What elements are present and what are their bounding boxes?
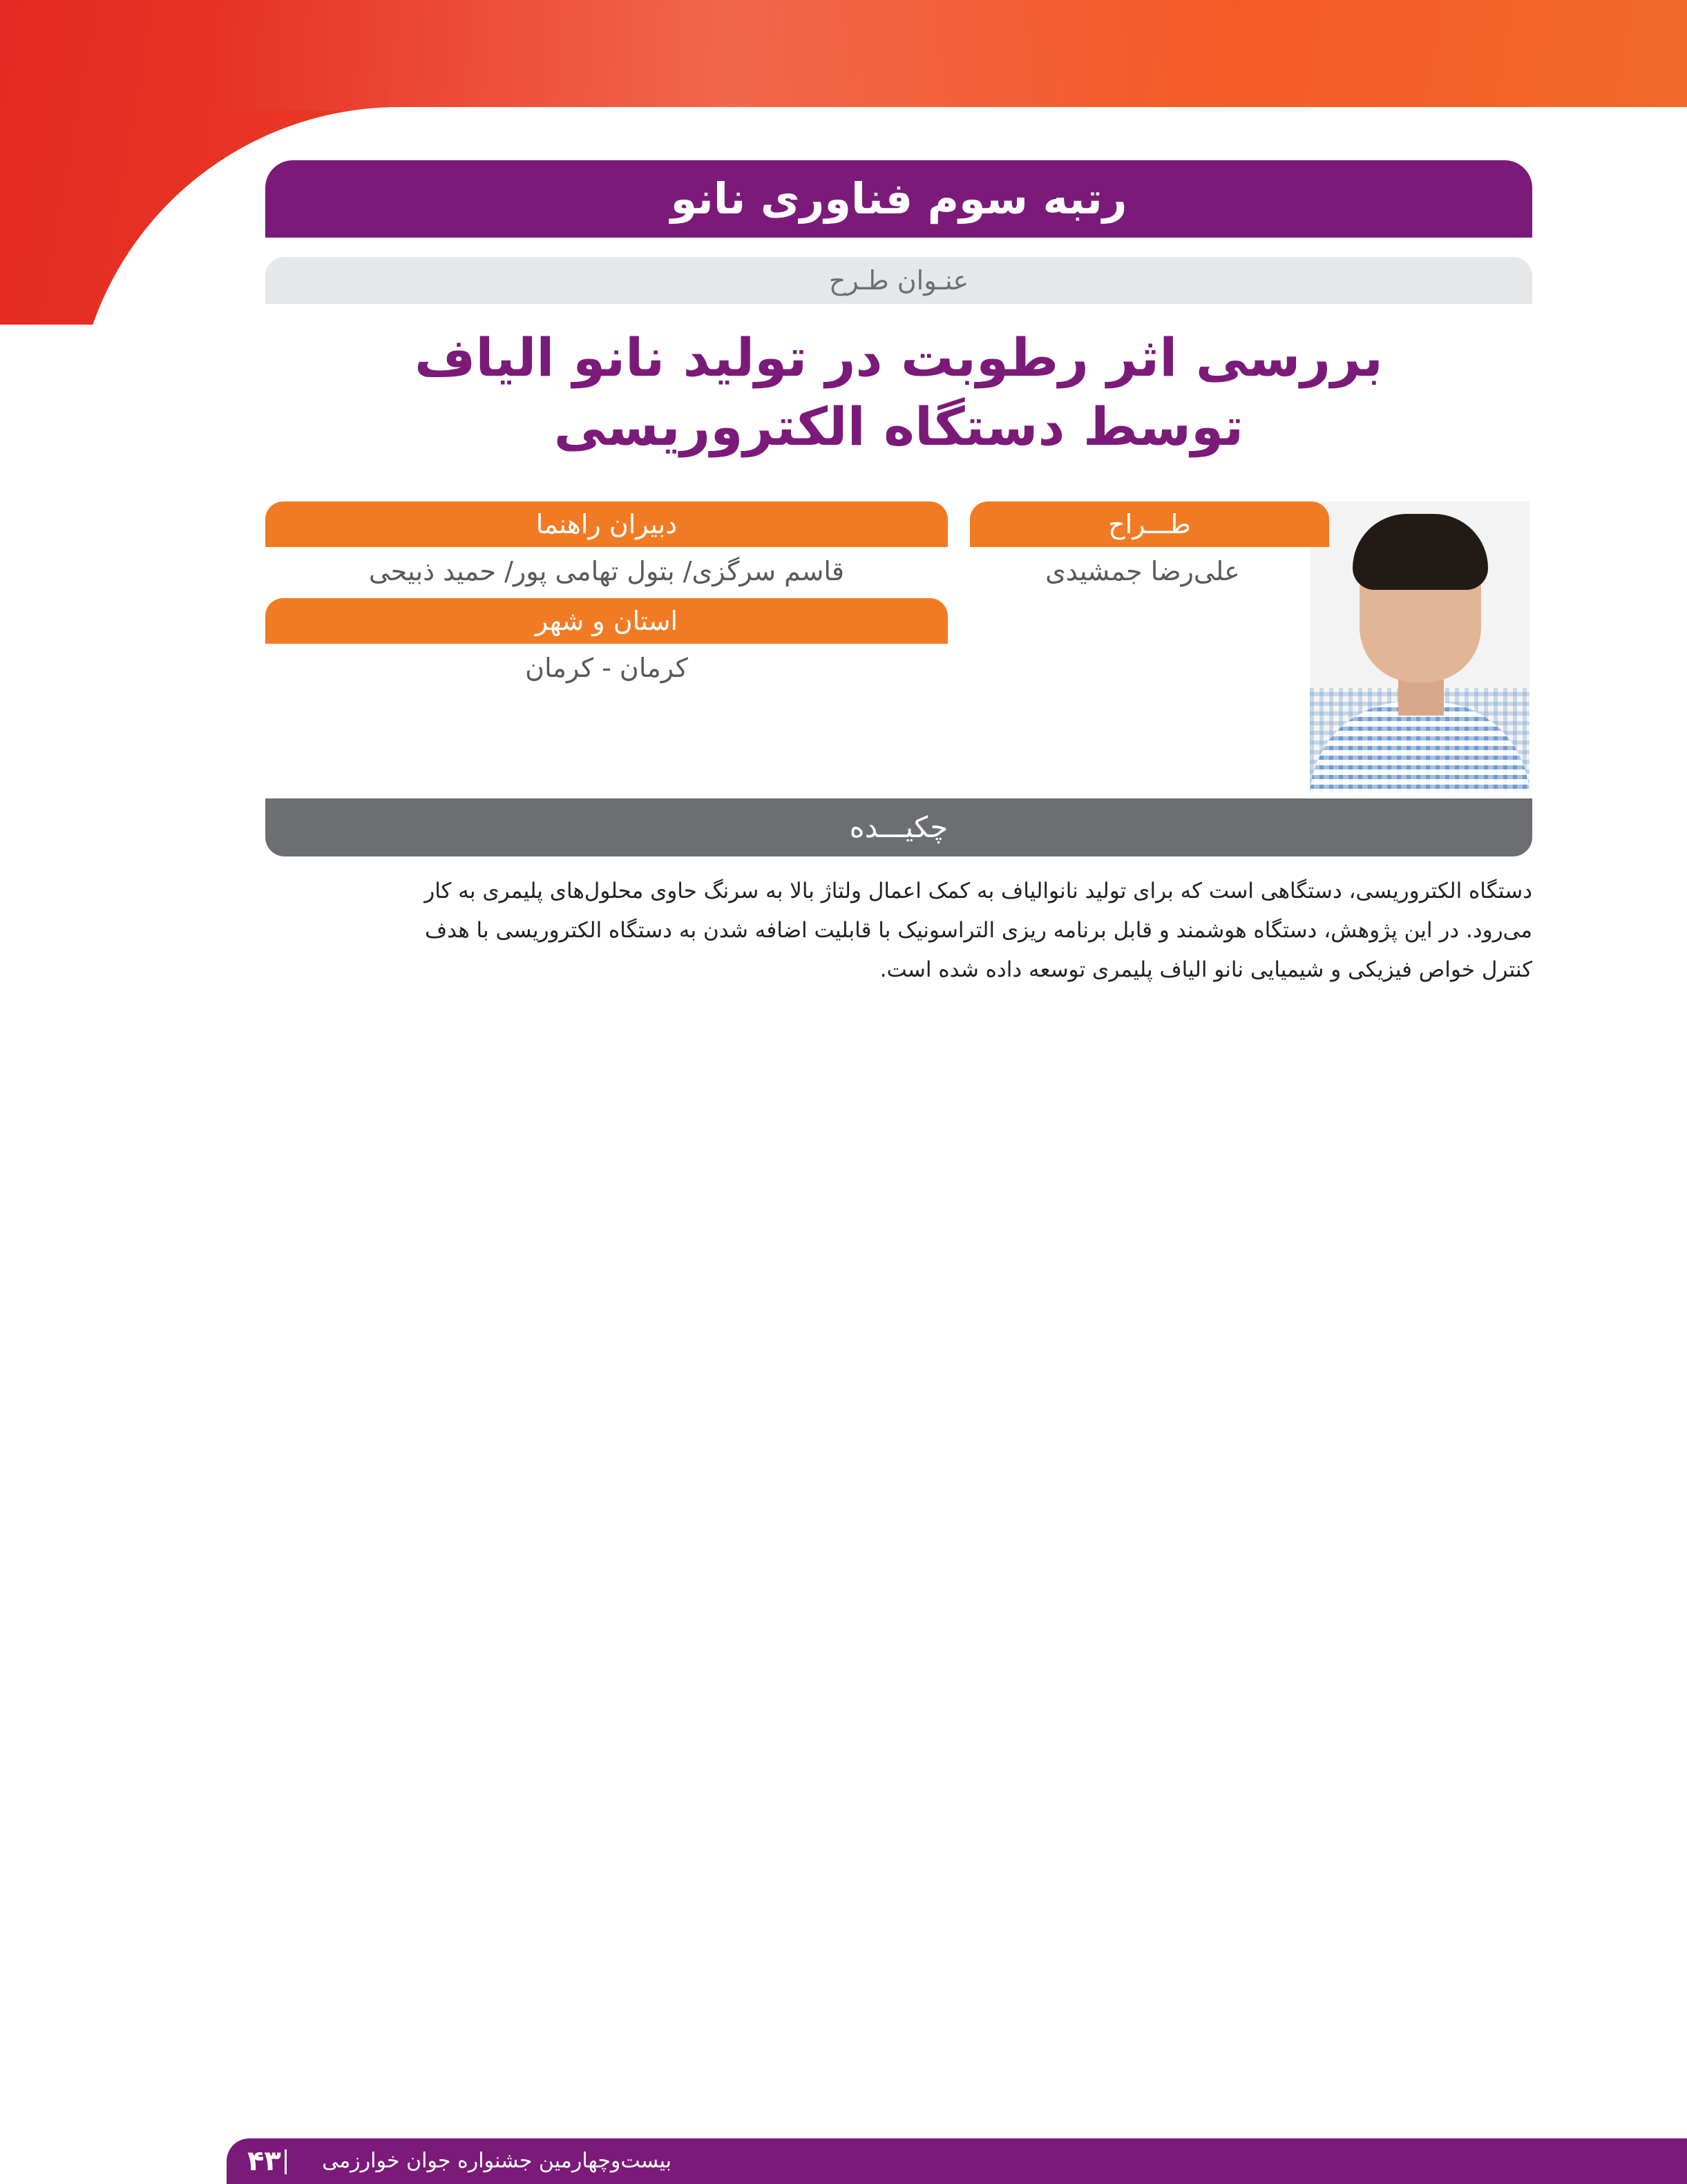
abstract-text bbox=[265, 872, 1532, 990]
advisors-names: قاسم سرگزی/ بتول تهامی پور/ حمید ذبیحی bbox=[368, 556, 845, 586]
abstract-line-3: کنترل خواص فیزیکی و شیمیایی نانو الیاف پلیمری توسعه داده شده است. bbox=[879, 957, 1532, 982]
project-title-label: عنـوان طـرح bbox=[265, 257, 1532, 304]
project-title-line-1: بررسی اثر رطوبت در تولید نانو الیاف bbox=[414, 327, 1383, 388]
footer-bar bbox=[227, 2138, 1687, 2184]
footer-separator bbox=[285, 2149, 287, 2174]
project-title bbox=[265, 323, 1532, 461]
designer-photo bbox=[1310, 501, 1529, 793]
rank-title: رتبه سوم فناوری نانو bbox=[265, 160, 1532, 238]
province-value: کرمان - کرمان bbox=[525, 653, 688, 683]
abstract-line-1: دستگاه الکتروریسی، دستگاهی است که برای تولید نانوالیاف به کمک اعمال ولتاژ بالا به سرنگ حاوی محلول‌های پلیمری به کار bbox=[424, 879, 1532, 903]
abstract-line-2: می‌رود. در این پژوهش، دستگاه هوشمند و قابل برنامه ریزی التراسونیک با قابلیت اضافه شدن به دستگاه الکتروریسی با هدف bbox=[424, 918, 1532, 943]
designer-name: علی‌رضا جمشیدی bbox=[1045, 556, 1240, 586]
advisors-label: دبیران راهنما bbox=[265, 501, 948, 547]
project-title-line-2: توسط دستگاه الکتروریسی bbox=[553, 396, 1244, 457]
photo-hair bbox=[1353, 514, 1488, 590]
province-label: استان و شهر bbox=[265, 598, 948, 644]
page-number: ۴۳ bbox=[247, 2145, 281, 2177]
banner-light-streak bbox=[207, 0, 1243, 111]
designer-label: طـــراح bbox=[970, 501, 1329, 547]
abstract-label: چکیـــده bbox=[265, 798, 1532, 856]
footer-text: بیست‌وچهارمین جشنواره جوان خوارزمی bbox=[322, 2149, 671, 2173]
